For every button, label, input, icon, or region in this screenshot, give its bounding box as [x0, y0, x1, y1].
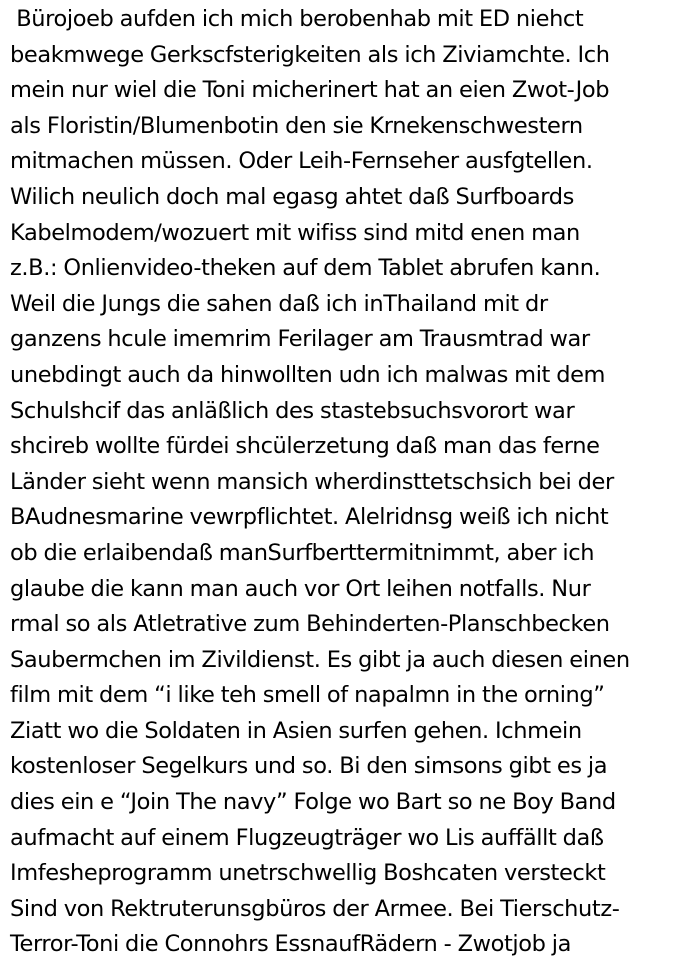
- text-line-21: Ziatt wo die Soldaten in Asien surfen gehen. Ichmein: [10, 717, 582, 744]
- text-line-27: Terror-Toni die Connohrs EssnaufRädern - Zwotjob ja: [10, 931, 572, 958]
- text-line-26: Sind von Rektruterunsgbüros der Armee. Bei Tierschutz-: [10, 895, 620, 922]
- body-text: [10, 2, 682, 963]
- text-line-14: Länder sieht wenn mansich wherdinsttetschsich bei der: [10, 468, 614, 495]
- text-line-23: dies ein e “Join The navy” Folge wo Bart so ne Boy Band: [10, 789, 616, 816]
- text-line-6: Wilich neulich doch mal egasg ahtet daß Surfboards: [10, 183, 574, 210]
- text-line-4: als Floristin/Blumenbotin den sie Krnekenschwestern: [10, 112, 583, 139]
- text-line-16: ob die erlaibendaß manSurfberttermitnimmt, aber ich: [10, 539, 595, 566]
- text-line-20: film mit dem “i like teh smell of napalmn in the orning”: [10, 682, 605, 709]
- text-line-5: mitmachen müssen. Oder Leih-Fernseher ausfgtellen.: [10, 148, 593, 175]
- text-line-17: glaube die kann man auch vor Ort leihen notfalls. Nur: [10, 575, 591, 602]
- text-line-11: unebdingt auch da hinwollten udn ich malwas mit dem: [10, 361, 606, 388]
- text-line-13: shcireb wollte fürdei shcülerzetung daß man das ferne: [10, 433, 600, 460]
- text-line-22: kostenloser Segelkurs und so. Bi den simsons gibt es ja: [10, 753, 608, 780]
- text-line-8: z.B.: Onlienvideo-theken auf dem Tablet abrufen kann.: [10, 255, 601, 282]
- text-line-9: Weil die Jungs die sahen daß ich inThailand mit dr: [10, 290, 548, 317]
- text-line-10: ganzens hcule imemrim Ferilager am Trausmtrad war: [10, 326, 590, 353]
- text-line-2: beakmwege Gerkscfsterigkeiten als ich Ziviamchte. Ich: [10, 41, 610, 68]
- text-line-12: Schulshcif das anläßlich des stastebsuchsvorort war: [10, 397, 575, 424]
- text-line-1: Bürojoeb aufden ich mich berobenhab mit ED niehct: [10, 6, 584, 32]
- text-line-25: Imfesheprogramm unetrschwellig Boshcaten versteckt: [10, 860, 606, 887]
- text-line-15: BAudnesmarine vewrpflichtet. Alelridnsg weiß ich nicht: [10, 504, 609, 531]
- text-line-19: Saubermchen im Zivildienst. Es gibt ja auch diesen einen: [10, 646, 630, 673]
- text-line-7: Kabelmodem/wozuert mit wifiss sind mitd enen man: [10, 219, 580, 246]
- text-line-24: aufmacht auf einem Flugzeugträger wo Lis auffällt daß: [10, 824, 604, 851]
- text-line-3: mein nur wiel die Toni micherinert hat an eien Zwot-Job: [10, 77, 610, 104]
- text-line-18: rmal so als Atletrative zum Behinderten-Planschbecken: [10, 611, 610, 638]
